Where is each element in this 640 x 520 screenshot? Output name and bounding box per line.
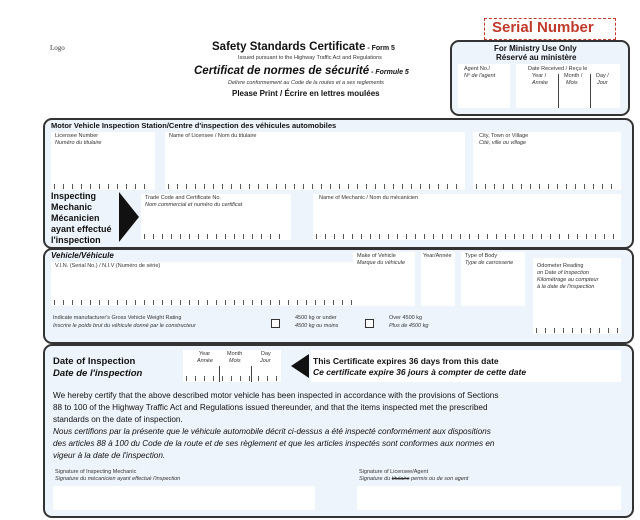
city-label-fr: Cité, ville ou village [479,140,527,146]
make-field[interactable] [353,252,415,306]
expiry-arrow-icon [291,354,309,378]
tick-marks [54,184,152,189]
licensee-signature-label: Signature of Licensee/Agent [359,469,429,475]
expiry-box [311,350,621,382]
logo: Logo [50,44,65,52]
divider [558,74,559,108]
agent-number-field[interactable] [458,64,510,108]
vehicle-section [43,248,634,344]
agent-label-fr: Nº de l'agent [464,73,496,79]
mechanic-name-field[interactable] [313,194,621,240]
title-en: Safety Standards Certificate - Form 5 [212,41,395,53]
trade-code-label-fr: Nom commercial et numéro du certificat [145,202,243,208]
ministry-title-fr: Réservé au ministère [496,53,577,62]
mechanic-label-line: Inspecting [51,191,97,201]
under-4500-label-fr: 4500 kg ou moins [295,323,339,329]
ministry-title-en: For Ministry Use Only [494,44,577,53]
tick-marks [168,184,462,189]
tick-marks [316,234,618,239]
mechanic-signature-label-fr: Signature du mécanicien ayant effectué l'inspection [55,476,181,482]
odometer-label-fr: Kilométrage au compteur [537,277,599,283]
serial-number-label: Serial Number [492,19,594,36]
licensee-number-label-fr: Numéro du titulaire [55,140,102,146]
divider [590,74,591,108]
mechanic-label-line: ayant effectué [51,224,112,234]
under-4500-checkbox[interactable] [271,319,280,328]
trade-code-field[interactable] [141,194,291,240]
licensee-signature-field[interactable] [357,486,621,510]
inspection-date-label: Date of Inspection [53,356,136,367]
under-4500-label: 4500 kg or under [295,315,337,321]
tick-marks [536,328,618,333]
mechanic-arrow-icon [119,192,139,242]
over-4500-checkbox[interactable] [365,319,374,328]
certification-text-en-1: We hereby certify that the above described motor vehicle has been inspected in accordance with the provisions of Sections [53,391,499,400]
certification-text-en-2: 88 to 100 of the Highway Traffic Act and Regulations issued thereunder, and that the items inspected met the prescribed [53,403,488,412]
subtitle-fr: Delivre conformement au Code de la routes et a ses reglements [228,80,384,86]
dr-day: Day / [596,73,609,79]
certification-text-fr-2: des articles 88 à 100 du Code de la route et de ses règlement et que les articles inspectés sont conformes aux normes en [53,439,495,448]
city-label: City, Town or Village [479,133,529,139]
inspection-date-label-fr: Date de l'inspection [53,368,143,379]
body-type-field[interactable] [461,252,525,306]
station-title: Motor Vehicle Inspection Station/Centre d'inspection des véhicules automobiles [51,121,337,130]
agent-label: Agent No./ [464,66,490,72]
vin-label: V.I.N. (Serial No.) / N.I.V (Numéro de série) [55,263,161,269]
expiry-text-en: This Certificate expires 36 days from this date [313,356,499,366]
date-received-label: Date Received / Reçu le [528,66,588,72]
over-4500-label: Over 4500 kg [389,315,423,321]
title-fr: Certificat de normes de sécurité - Formule 5 [194,65,409,77]
body-type-label: Type of Body [465,253,498,259]
licensee-signature-label-fr: Signature du titulaire permis ou de son agent [359,476,469,482]
date-received-field[interactable] [516,64,620,108]
tick-marks [144,234,288,239]
date-month-label-fr: Mois [229,358,241,364]
certification-text-fr-3: vigeur à la date de l'inspection. [53,451,166,460]
year-label: Year/Année [423,253,452,259]
vehicle-title: Vehicle/Véhicule [51,251,114,260]
expiry-text-fr: Ce certificate expire 36 jours à compter de cette date [313,367,527,377]
make-label: Make of Vehicle [357,253,396,259]
date-day-label: Day [261,351,271,357]
dr-month: Month / [564,73,583,79]
subtitle-en: Issued pursuant to the Highway Traffic Act and Regulations [238,55,382,61]
mechanic-label-line: Mécanicien [51,213,100,223]
odometer-label: Odometer Reading [537,263,584,269]
gvw-label-fr: Inscrire le poids brut du véhicule donné par le constructeur [53,323,196,329]
mechanic-signature-field[interactable] [53,486,315,510]
dr-year-fr: Année [532,80,548,86]
tick-marks [476,184,618,189]
mechanic-signature-label: Signature of Inspecting Mechanic [55,469,137,475]
licensee-number-field[interactable] [51,132,155,190]
odometer-label-2: on Date of Inspection [537,270,589,276]
dr-day-fr: Jour [597,80,608,86]
licensee-name-field[interactable] [165,132,465,190]
ministry-use-box [450,40,630,116]
licensee-number-label: Licensee Number [55,133,99,139]
odometer-field[interactable] [533,258,621,334]
licensee-name-label: Name of Licensee / Nom du titulaire [169,133,257,139]
trade-code-label: Trade Code and Certificate No. [145,195,221,201]
mechanic-label-line: l'inspection [51,235,101,245]
body-type-label-fr: Type de carrosserie [465,260,514,266]
mechanic-name-label: Name of Mechanic / Nom du mécanicien [319,195,419,201]
year-field[interactable] [421,252,455,306]
inspection-date-field[interactable] [183,350,281,382]
odometer-label-fr-2: à la date de l'inspection [537,284,595,290]
date-month-label: Month [227,351,243,357]
tick-marks [186,376,278,381]
date-year-label: Year [199,351,211,357]
print-instruction: Please Print / Écrire en lettres moulées [232,89,380,98]
over-4500-label-fr: Plus de 4500 kg [389,323,429,329]
dr-month-fr: Mois [566,80,578,86]
city-field[interactable] [473,132,621,190]
make-label-fr: Marque du véhicule [357,260,406,266]
date-year-label-fr: Année [197,358,213,364]
certification-text-fr-1: Nous certifions par la présente que le véhicule automobile décrit ci-dessus a été inspecté conformément aux dispositions [53,427,491,436]
inspection-station-section [43,118,634,249]
dr-year: Year / [532,73,547,79]
date-day-label-fr: Jour [260,358,271,364]
gvw-label: Indicate manufacturer's Gross Vehicle Weight Rating [53,315,182,321]
certification-section [43,344,634,518]
mechanic-label-line: Mechanic [51,202,93,212]
certification-text-en-3: standards on the date of inspection. [53,415,183,424]
